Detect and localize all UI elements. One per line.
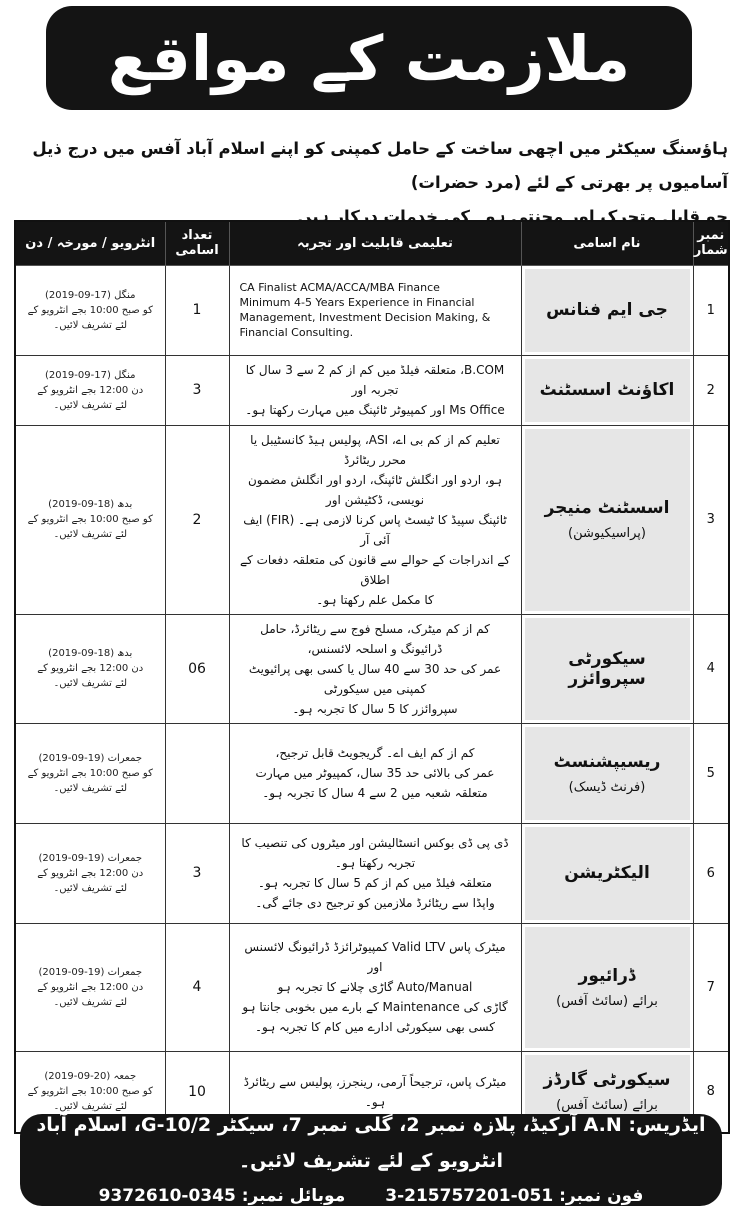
interview-line: جمعرات (19-09-2019) (38, 852, 143, 864)
vacancy-count: 1 (165, 265, 229, 355)
qualification-cell (229, 723, 521, 823)
qualification-line: سپروائزر کا 5 سال کا تجربہ ہو۔ (292, 701, 458, 716)
vacancy-count: 06 (165, 614, 229, 723)
interview-cell (15, 614, 165, 723)
post-title: سیکورٹی گارڈز (543, 1070, 671, 1091)
qualification-cell (229, 923, 521, 1051)
interview-line: دن 12:00 بجے انٹرویو کے (37, 981, 144, 993)
interview-line: جمعہ (20-09-2019) (44, 1071, 137, 1083)
table-row (15, 425, 729, 614)
qualification-line: میٹرک پاس، ترجیحاً آرمی، رینجرز، پولیس سے ریٹائرڈ ہو۔ (243, 1074, 507, 1109)
address-text: ایڈریس: A.N آرکیڈ، پلازہ نمبر 2، گلی نمبر 7، سیکٹر G-10/2، اسلام آباد انٹرویو کے لئے تشریف لائیں۔ (36, 1114, 706, 1172)
post-title: اکاؤنٹ اسسٹنٹ (539, 380, 675, 400)
qualification-line: متعلقہ فیلڈ میں کم از کم 5 سال کا تجربہ ہو۔ (257, 876, 493, 890)
post-cell (521, 823, 693, 923)
interview-line: دن 12:00 بجے انٹرویو کے (37, 867, 144, 879)
interview-line: لئے تشریف لائیں۔ (53, 782, 128, 794)
post-cell (521, 614, 693, 723)
row-number: 1 (693, 265, 729, 355)
job-advertisement (6, 4, 732, 1208)
jobs-table (14, 220, 730, 1134)
vacancy-count: 3 (165, 823, 229, 923)
qualification-line: کسی بھی سیکورٹی ادارے میں کام کا تجربہ ہو۔ (255, 1020, 495, 1034)
post-cell (521, 723, 693, 823)
qualification-line: میٹرک پاس Valid LTV کمپیوٹرائزڈ ڈرائیونگ لائسنس اور (244, 940, 506, 974)
interview-cell (15, 823, 165, 923)
post-cell (521, 355, 693, 425)
mobile-number: موبائل نمبر: 0345-9372610 (98, 1186, 346, 1206)
post-title: جی ایم فنانس (546, 300, 668, 320)
table-row (15, 923, 729, 1051)
qualification-line: Management, Investment Decision Making, & (239, 311, 491, 324)
interview-line: جمعرات (19-09-2019) (38, 752, 143, 764)
qualification-line: B.COM، متعلقہ فیلڈ میں کم از کم 2 سے 3 سال کا تجربہ اور (245, 363, 505, 397)
qualification-line: CA Finalist ACMA/ACCA/MBA Finance (239, 281, 440, 294)
qualification-line: عمر کی حد 30 سے 40 سال یا کسی بھی پرائیویٹ کمپنی میں سیکورٹی (248, 661, 502, 696)
qualification-line: Auto/Manual گاڑی چلانے کا تجربہ ہو (277, 980, 473, 994)
interview-line: لئے تشریف لائیں۔ (53, 1101, 128, 1113)
post-cell (521, 923, 693, 1051)
table-row (15, 614, 729, 723)
post-cell (521, 265, 693, 355)
post-subtitle: (پراسیکیوشن) (568, 526, 646, 541)
interview-cell (15, 355, 165, 425)
qualification-cell (229, 355, 521, 425)
vacancy-count (165, 723, 229, 823)
table-row (15, 723, 729, 823)
qualification-line: تعلیم کم از کم بی اے، ASI، پولیس ہیڈ کانسٹیبل یا محرر ریٹائرڈ (250, 432, 500, 467)
phone-number: فون نمبر: 051-215757201-3 (385, 1186, 644, 1206)
post-title: الیکٹریشن (564, 863, 650, 883)
header-qualification: تعلیمی قابلیت اور تجربہ (229, 221, 521, 265)
qualification-cell (229, 823, 521, 923)
post-title-box (525, 827, 690, 920)
interview-line: بدھ (18-09-2019) (48, 648, 133, 659)
interview-line: لئے تشریف لائیں۔ (53, 529, 128, 540)
post-title-box (525, 429, 690, 611)
qualification-line: ٹائپنگ سپیڈ کا ٹیسٹ پاس کرنا لازمی ہے۔ (FIR) ایف آئی آر (243, 512, 507, 547)
table-header-row (15, 221, 729, 265)
qualification-line: ڈی پی ڈی بوکس انسٹالیشن اور میٹروں کی تنصیب کا تجربہ رکھتا ہو۔ (241, 836, 509, 870)
interview-line: کو صبح 10:00 بجے انٹرویو کے (27, 304, 153, 316)
table-row (15, 823, 729, 923)
interview-line: لئے تشریف لائیں۔ (53, 399, 128, 411)
row-number: 6 (693, 823, 729, 923)
header-number: نمبر شمار (693, 221, 729, 265)
interview-cell (15, 923, 165, 1051)
header-banner (46, 6, 692, 110)
qualification-line: عمر کی بالائی حد 35 سال، کمپیوٹر میں مہارت (255, 766, 495, 780)
post-subtitle: (فرنٹ ڈیسک) (568, 779, 646, 795)
row-number: 3 (693, 425, 729, 614)
post-cell (521, 425, 693, 614)
qualification-line: گاڑی کی Maintenance کے بارے میں بخوبی جانتا ہو (242, 1000, 508, 1014)
page-title: ملازمت کے مواقع (107, 21, 631, 95)
qualification-line: واپڈا سے ریٹائرڈ ملازمین کو ترجیح دی جائے گی۔ (255, 896, 495, 910)
interview-line: لئے تشریف لائیں۔ (53, 678, 128, 689)
qualification-cell (229, 265, 521, 355)
table-row (15, 265, 729, 355)
interview-line: جمعرات (19-09-2019) (38, 966, 143, 978)
vacancy-count: 2 (165, 425, 229, 614)
qualification-cell (229, 614, 521, 723)
interview-line: دن 12:00 بجے انٹرویو کے (37, 663, 144, 674)
post-title: سیکورٹی سپروائزر (568, 648, 646, 689)
vacancy-count: 3 (165, 355, 229, 425)
interview-cell (15, 265, 165, 355)
header-count: تعداد اسامی (165, 221, 229, 265)
qualification-line: کے اندراجات کے حوالے سے قانون کی متعلقہ دفعات کے اطلاق (240, 552, 510, 587)
post-title: ریسیپشنسٹ (553, 751, 661, 772)
qualification-line: کا مکمل علم رکھتا ہو۔ (316, 592, 434, 607)
table-row (15, 355, 729, 425)
qualification-line: Minimum 4-5 Years Experience in Financial (239, 296, 475, 309)
vacancy-count: 10 (165, 1051, 229, 1133)
qualification-line: Ms Office اور کمپیوٹر ٹائپنگ میں مہارت رکھتا ہو۔ (245, 403, 505, 417)
interview-line: کو صبح 10:00 بجے انٹرویو کے (27, 767, 153, 779)
interview-line: لئے تشریف لائیں۔ (53, 319, 128, 331)
row-number: 7 (693, 923, 729, 1051)
interview-line: بدھ (18-09-2019) (48, 499, 133, 510)
row-number: 2 (693, 355, 729, 425)
post-title-box (525, 727, 690, 820)
interview-line: منگل (17-09-2019) (44, 289, 136, 301)
header-interview: انٹرویو / مورخہ / دن (15, 221, 165, 265)
intro-text (14, 132, 728, 234)
intro-line-2: جو قابل متحرک اور محنتی ہو۔ کی خدمات درکار ہیں۔ (287, 207, 728, 226)
post-title-box (525, 269, 690, 352)
post-subtitle: برائے (سائٹ آفس) (556, 993, 658, 1009)
interview-line: کو صبح 10:00 بجے انٹرویو کے (27, 1086, 153, 1098)
qualification-line: متعلقہ شعبہ میں 2 سے 4 سال کا تجربہ ہو۔ (262, 786, 488, 800)
post-title-box (525, 927, 690, 1048)
post-title: اسسٹنٹ منیجر (544, 498, 670, 518)
post-title-box (525, 359, 690, 422)
interview-line: منگل (17-09-2019) (44, 369, 136, 381)
footer-banner (20, 1114, 722, 1206)
qualification-cell (229, 425, 521, 614)
row-number: 5 (693, 723, 729, 823)
row-number: 8 (693, 1051, 729, 1133)
interview-line: لئے تشریف لائیں۔ (53, 882, 128, 894)
post-title: ڈرائیور (578, 965, 636, 986)
interview-line: دن 12:00 بجے انٹرویو کے (37, 384, 144, 396)
qualification-line: Financial Consulting. (239, 326, 354, 339)
interview-cell (15, 425, 165, 614)
vacancy-count: 4 (165, 923, 229, 1051)
qualification-line: ہو، اردو اور انگلش ٹائپنگ، اردو اور انگلش مضمون نویسی، ڈکٹیشن اور (247, 472, 503, 507)
interview-line: لئے تشریف لائیں۔ (53, 996, 128, 1008)
contact-numbers (20, 1179, 722, 1212)
qualification-line: کم از کم میٹرک، مسلح فوج سے ریٹائرڈ، حامل ڈرائیونگ و اسلحہ لائسنس، (260, 621, 490, 656)
qualification-line: کم از کم ایف اے۔ گریجویٹ قابل ترجیح، (275, 746, 475, 760)
header-post: نام اسامی (521, 221, 693, 265)
row-number: 4 (693, 614, 729, 723)
intro-line-1: ہاؤسنگ سیکٹر میں اچھی ساخت کے حامل کمپنی کو اپنے اسلام آباد آفس میں درج ذیل آسامیوں پر بھرتی کے لئے (مرد حضرات) (32, 139, 728, 192)
post-subtitle: برائے (سائٹ آفس) (556, 1098, 658, 1114)
post-title-box (525, 618, 690, 720)
interview-line: کو صبح 10:00 بجے انٹرویو کے (27, 514, 153, 525)
interview-cell (15, 723, 165, 823)
